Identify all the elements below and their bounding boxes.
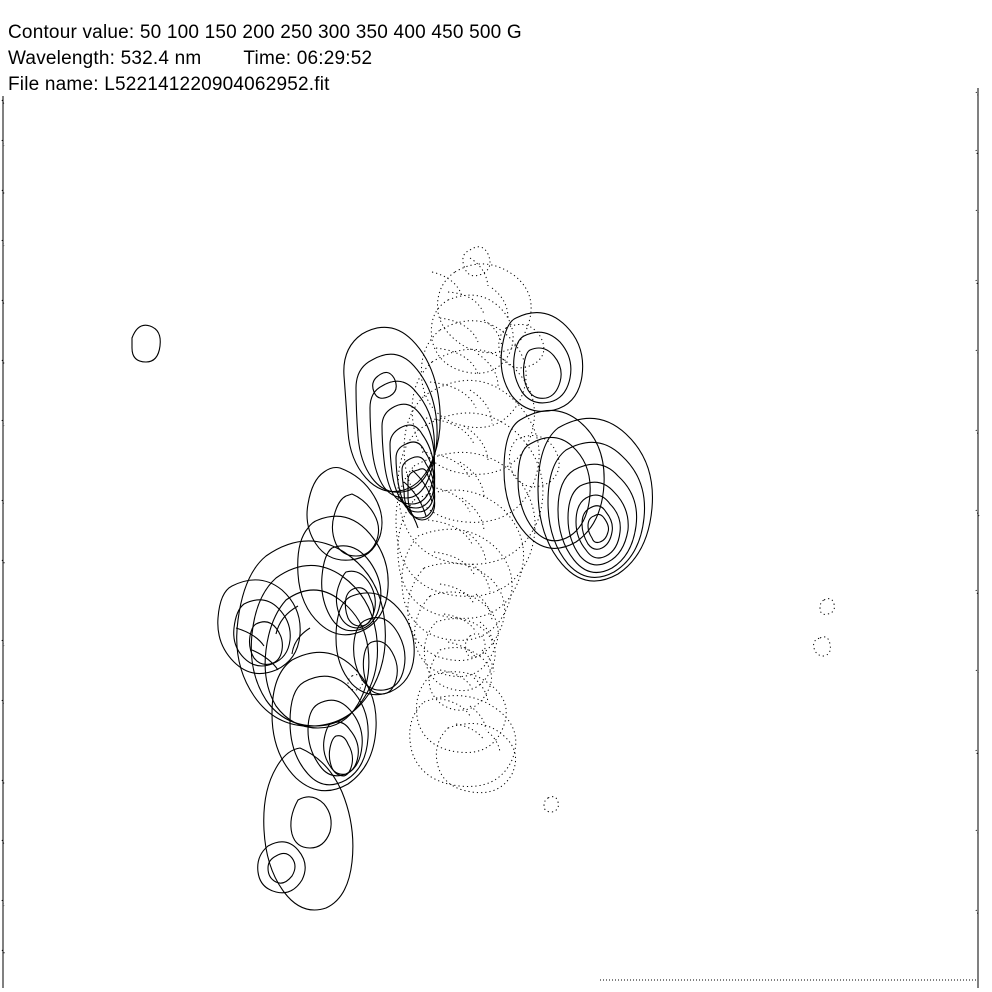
contour-pos-1 <box>344 327 440 491</box>
contour-pos-13 <box>336 571 375 628</box>
contour-neg-15 <box>410 696 516 787</box>
contour-neg-21 <box>814 637 831 656</box>
contour-neg-6 <box>398 413 543 564</box>
contour-pos-island-1 <box>132 325 160 362</box>
contour-pos-22 <box>234 600 291 666</box>
contour-pos-27 <box>324 722 359 774</box>
contour-neg-inner-hatching <box>422 272 484 740</box>
contour-neg-20 <box>820 599 834 615</box>
contour-neg-19 <box>509 436 559 487</box>
contour-neg-10 <box>408 563 505 660</box>
contour-neg-11 <box>415 592 499 677</box>
contour-pos-32 <box>268 853 295 883</box>
contour-neg-0 <box>463 247 490 276</box>
contour-pos-40 <box>558 464 637 572</box>
contour-neg-inner-hatching-2 <box>460 258 508 752</box>
contour-value-list: 50 100 150 200 250 300 350 400 450 500 G <box>139 22 522 43</box>
contour-pos-16 <box>354 618 405 691</box>
contour-neg-17 <box>466 634 486 657</box>
contour-neg-14 <box>417 672 507 753</box>
contour-pos-37 <box>518 437 590 540</box>
plot-frame <box>3 88 978 988</box>
contour-neg-3 <box>421 321 526 428</box>
contour-pos-31 <box>258 842 305 893</box>
contour-neg-12 <box>424 619 495 691</box>
contour-neg-22 <box>544 797 558 812</box>
contour-neg-16 <box>436 724 515 793</box>
contour-value-label: Contour value: <box>8 22 135 43</box>
filename-value: L522141220904062952.fit <box>104 74 330 95</box>
contour-pos-small-1 <box>373 372 397 398</box>
contour-pos-44 <box>588 514 609 542</box>
filename-label: File name: <box>8 74 99 95</box>
contour-pos-34 <box>514 332 571 403</box>
contour-pos-30 <box>291 797 331 848</box>
time-value: 06:29:52 <box>296 48 373 69</box>
contour-pos-39 <box>548 442 645 577</box>
contour-pos-21 <box>218 580 300 674</box>
contour-neg-8 <box>398 490 524 618</box>
contour-neg-1 <box>438 264 532 353</box>
positive-polarity-contours <box>132 313 652 910</box>
wavelength-label: Wavelength: <box>8 48 116 69</box>
wavelength-value: 532.4 nm <box>120 48 202 69</box>
time-label: Time: <box>243 48 292 69</box>
contour-pos-29 <box>264 748 353 910</box>
plot-noise-marks <box>2 92 979 954</box>
contour-pos-26 <box>308 700 362 776</box>
contour-pos-25 <box>290 676 368 785</box>
contour-pos-28 <box>329 736 352 776</box>
contour-pos-41 <box>568 482 628 565</box>
negative-polarity-contours <box>348 247 834 812</box>
contour-pos-18 <box>237 541 386 726</box>
